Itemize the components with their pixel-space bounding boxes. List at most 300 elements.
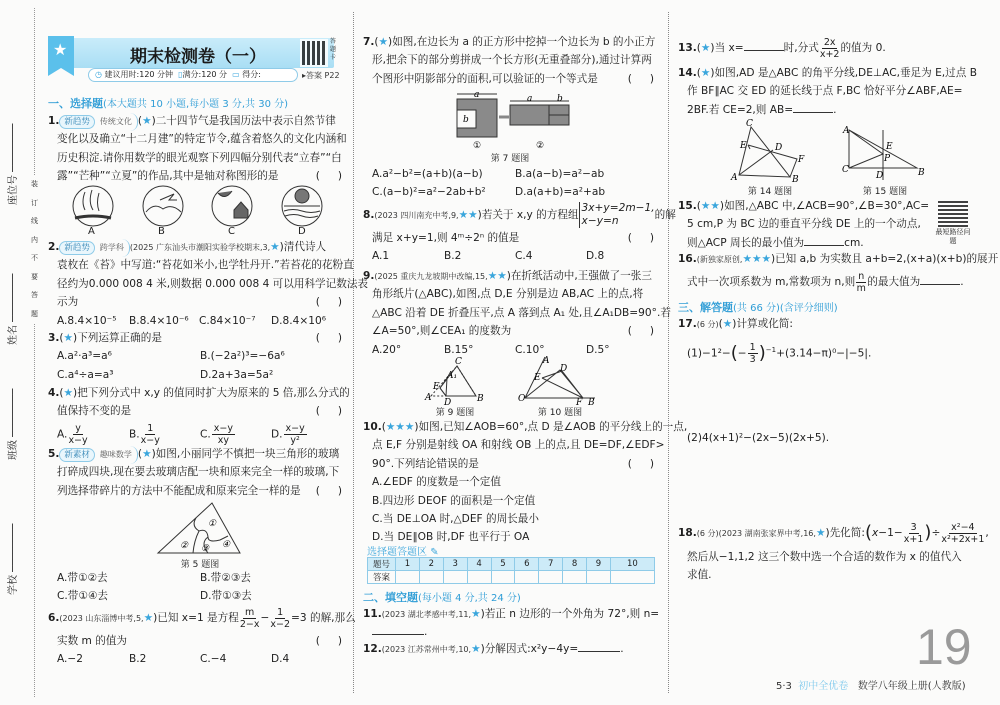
column-divider bbox=[668, 12, 669, 693]
text: 8 bbox=[563, 558, 587, 571]
text: 题 bbox=[31, 309, 38, 318]
text: 则△ACP 周长的最小值为 bbox=[687, 236, 805, 249]
text: 已知 x=1 是方程 bbox=[157, 612, 239, 624]
text bbox=[218, 191, 248, 218]
text: 趣味数学 bbox=[95, 446, 138, 464]
text bbox=[48, 167, 360, 185]
text: A bbox=[425, 393, 432, 403]
text: D bbox=[775, 143, 783, 153]
option-d[interactable]: D.4 bbox=[271, 653, 290, 666]
text: D bbox=[876, 171, 884, 181]
answer-paren: () bbox=[627, 232, 672, 244]
star-icon: ★ bbox=[53, 40, 68, 59]
answer-blank[interactable] bbox=[804, 235, 844, 246]
option-c[interactable]: C.当 DE⊥OA 时,△DEF 的周长最小 bbox=[372, 512, 539, 525]
page-number: 19 bbox=[916, 619, 972, 675]
text: 满足 x+y=1,则 4ᵐ÷2ⁿ 的值是 bbox=[372, 232, 520, 244]
question-3 bbox=[48, 329, 360, 384]
text: 2BF.若 CE=2,则 AB= bbox=[687, 103, 794, 116]
text: E bbox=[534, 373, 541, 383]
answer-blank[interactable] bbox=[744, 40, 784, 51]
text: 二十四节气是我国历法中表示自然节律 bbox=[155, 115, 336, 127]
text: 1 bbox=[749, 342, 756, 354]
difficulty-star-icon: ★★★ bbox=[742, 253, 771, 265]
answer-blank[interactable] bbox=[793, 102, 833, 113]
option-a[interactable]: A.a²−b²=(a+b)(a−b) bbox=[372, 168, 483, 180]
question-number: 12. bbox=[363, 643, 382, 655]
option-a[interactable]: A.a²·a³=a⁶ bbox=[57, 350, 112, 363]
text: 露”“芒种”“立夏”的作品,其中是轴对称图形的是 bbox=[57, 170, 279, 183]
question-15 bbox=[678, 197, 940, 252]
option-c[interactable]: C.10° bbox=[515, 343, 545, 356]
figure-c bbox=[212, 186, 252, 226]
text bbox=[75, 216, 111, 218]
text: F bbox=[798, 155, 805, 165]
text: 1 bbox=[396, 558, 420, 571]
difficulty-star-icon: ★★ bbox=[700, 200, 720, 212]
text: 点 E,F 分别是射线 OA 和射线 OB 上的点,且 DE=DF,∠EDF> bbox=[372, 439, 665, 452]
text: n bbox=[858, 270, 865, 282]
text: B bbox=[477, 394, 484, 404]
figure-caption: 第 7 题图 bbox=[490, 154, 530, 164]
text: 清代诗人 bbox=[283, 241, 327, 253]
seat-field[interactable]: 座位号 ──────── bbox=[8, 123, 19, 205]
part-1: (1)−1²−(− $\frac{1}{3}$ )$^{-1}$+(3.14−π)⁰−|−5|. bbox=[687, 342, 872, 366]
text: 不 bbox=[31, 254, 38, 262]
text: x−y=n bbox=[581, 215, 619, 227]
question-number: 5. bbox=[48, 448, 60, 460]
text: a bbox=[474, 90, 480, 100]
text: 已知 a,b 为实数且 a+b=2,(x+a)(x+b)的展开 bbox=[775, 253, 999, 265]
text: 如图,AD 是△ABC 的角平分线,DE⊥AC,垂足为 E,过点 B bbox=[714, 67, 977, 79]
text: △ABC 沿着 DE 折叠压平,点 A 落到点 A₁ 处,且∠A₁DB=90°.若 bbox=[372, 306, 671, 319]
text: 2BF.若 CE=2,则 AB= . bbox=[687, 103, 837, 116]
question-source: (2023 江苏常州中考,10, bbox=[381, 645, 472, 654]
text: 18.(6 分)(2023 湖南张家界中考,16,★)先化简:(x−1− $\frac{3}{x+1}$ )÷ $\frac{\text{x²−4}}{\text{x²+2x+1}}$ , bbox=[678, 521, 989, 545]
fraction bbox=[904, 522, 924, 545]
text: 90°.下列结论错误的是 bbox=[372, 457, 479, 470]
text: ) bbox=[758, 342, 766, 364]
text: 装 bbox=[31, 180, 38, 188]
box-icon: ▭ bbox=[232, 70, 240, 79]
text: 5 bbox=[491, 558, 515, 571]
text: 角形纸片(△ABC),如图,点 D,E 分别是边 AB,AC 上的点,将 bbox=[372, 288, 644, 301]
text: 值保持不变的是 bbox=[57, 405, 132, 418]
full-score: 满分:120 分 bbox=[182, 70, 228, 79]
answer-area bbox=[367, 543, 657, 584]
text bbox=[73, 186, 322, 226]
text: . bbox=[363, 623, 658, 641]
answer-cell[interactable] bbox=[539, 571, 563, 584]
option-c[interactable]: C.4 bbox=[515, 250, 533, 263]
question-1 bbox=[48, 112, 360, 186]
text: C bbox=[455, 357, 462, 367]
class-label: 班级 bbox=[8, 440, 19, 460]
option-c[interactable]: C.84×10⁻⁷ bbox=[199, 314, 256, 327]
answer-blank[interactable] bbox=[372, 624, 424, 635]
text: b bbox=[463, 115, 469, 125]
text: ① bbox=[208, 519, 217, 529]
option-c[interactable] bbox=[200, 423, 271, 446]
text: x−y bbox=[213, 422, 233, 434]
option-d[interactable]: D.2a+3a=5a² bbox=[200, 368, 274, 381]
text: 列选择带碎片的方法中不能配成和原来完全一样的是 bbox=[57, 484, 301, 497]
qr-code[interactable] bbox=[938, 201, 968, 227]
name-label: 姓名 bbox=[8, 325, 19, 345]
fraction bbox=[856, 271, 866, 294]
text: ③ bbox=[201, 544, 210, 554]
text: ∠A=50°,则∠CEA₁ 的度数为 bbox=[372, 325, 512, 338]
school-label: 学校 bbox=[8, 575, 19, 595]
question-source: (2023 湖南张家界中考,16, bbox=[718, 529, 816, 538]
difficulty-star-icon: ★ bbox=[722, 318, 733, 330]
question-2 bbox=[48, 238, 369, 330]
text: 答案 P22 bbox=[306, 71, 340, 80]
text: (1)−1²− bbox=[687, 347, 731, 360]
option-d[interactable]: D.当 DE∥OB 时,DF 也平行于 OA bbox=[372, 531, 530, 544]
text: E bbox=[433, 382, 440, 392]
text: 6.(2023 山东淄博中考,5,★)已知 x=1 是方程 $\frac{m}{2-x}$ − $\frac{1}{x-2}$ =3 的解,那么 bbox=[48, 606, 356, 630]
difficulty-star-icon: ★ bbox=[700, 42, 711, 54]
question-source: (新独家原创, bbox=[696, 255, 743, 264]
text: (本大题共 10 小题,每小题 3 分,共 30 分) bbox=[103, 99, 289, 110]
answer-cell[interactable] bbox=[610, 571, 654, 584]
text bbox=[146, 194, 181, 212]
option-d[interactable]: D.带①③去 bbox=[200, 590, 252, 603]
option-b[interactable]: B.四边形 DEOF 的面积是一个定值 bbox=[372, 494, 536, 507]
name-field[interactable]: 姓名 ──────── bbox=[8, 273, 19, 345]
text: 4.(★)把下列分式中 x,y 的值同时扩大为原来的 5 倍,那么分式的 bbox=[48, 387, 350, 399]
exam-header bbox=[48, 36, 346, 86]
text: x−y bbox=[140, 434, 160, 446]
tag-subject: 传统文化 bbox=[95, 113, 138, 131]
option-a[interactable]: A.∠EDF 的度数是一个定值 bbox=[372, 476, 501, 489]
text bbox=[372, 183, 662, 201]
fraction bbox=[820, 37, 840, 60]
option-a[interactable] bbox=[57, 423, 129, 446]
answer-area-title bbox=[367, 543, 657, 557]
text: ( bbox=[864, 522, 872, 543]
text bbox=[363, 229, 672, 247]
binding-line bbox=[34, 8, 35, 697]
book-title: 数学八年级上册(人教版) bbox=[857, 681, 966, 692]
text: 5 cm,P 为 BC 边的垂直平分线 DE 上的一个动点, bbox=[687, 218, 921, 231]
text: B bbox=[792, 175, 799, 185]
paper-icon: ▯ bbox=[178, 70, 183, 79]
difficulty-stars: ★ bbox=[142, 115, 152, 127]
text: 12.(2023 江苏常州中考,10,★)分解因式:x²y−4y= . bbox=[363, 643, 624, 655]
text: 10.(★★★)如图,已知∠AOB=60°,点 D 是∠AOB 的平分线上的一点, bbox=[363, 421, 688, 433]
text: 先化简: bbox=[829, 527, 865, 539]
option-c[interactable]: C bbox=[228, 226, 235, 237]
answer-cell[interactable] bbox=[515, 571, 539, 584]
text: 15.(★★)如图,△ABC 中,∠ACB=90°,∠B=30°,AC= bbox=[678, 200, 930, 212]
text: x−y bbox=[68, 434, 88, 446]
text: 17.(6 分)(★)计算或化简: bbox=[678, 318, 793, 330]
text: C bbox=[842, 165, 849, 175]
text bbox=[48, 366, 346, 384]
text: m bbox=[856, 282, 866, 294]
qr-code[interactable] bbox=[300, 39, 328, 67]
text: 3 bbox=[443, 558, 467, 571]
qr-label: 答题卡 bbox=[330, 38, 337, 61]
text: B. bbox=[129, 428, 140, 441]
text bbox=[48, 402, 360, 420]
difficulty-star-icon: ★ bbox=[63, 332, 74, 344]
text: 2−x bbox=[239, 618, 260, 630]
text: 16.(新独家原创,★★★)已知 a,b 为实数且 a+b=2,(x+a)(x+b)的展开 bbox=[678, 253, 999, 265]
text: C. bbox=[200, 428, 211, 441]
question-number: 10. bbox=[363, 421, 382, 433]
text: 1 bbox=[277, 606, 284, 618]
question-source: (2025 重庆九龙坡期中改编,15, bbox=[374, 272, 488, 281]
option-c[interactable]: C.带①④去 bbox=[57, 590, 108, 603]
text: 的解 bbox=[654, 209, 676, 221]
text bbox=[363, 341, 658, 359]
answer-table bbox=[367, 557, 655, 584]
figure-caption: 第 9 题图 bbox=[435, 408, 475, 418]
fraction bbox=[141, 423, 160, 446]
text: 1 bbox=[147, 422, 154, 434]
option-a[interactable]: A.−2 bbox=[57, 653, 84, 666]
option-d[interactable]: D.a(a+b)=a²+ab bbox=[515, 186, 606, 199]
text: A bbox=[843, 126, 850, 136]
binding-notice bbox=[30, 175, 39, 323]
option-b[interactable] bbox=[129, 423, 200, 446]
text: x−2 bbox=[270, 618, 291, 630]
column-divider bbox=[353, 12, 354, 693]
text: y² bbox=[290, 434, 300, 446]
part-2: (2)4(x+1)²−(2x−5)(2x+5). bbox=[687, 432, 830, 444]
text: xy bbox=[217, 434, 229, 446]
text: 3x+y=2m−1, bbox=[581, 202, 655, 214]
option-b[interactable]: B.2 bbox=[444, 250, 462, 263]
brand-logo: 5·3 bbox=[776, 681, 792, 692]
text: A bbox=[543, 356, 550, 366]
option-b[interactable]: B.(−2a²)³=−6a⁶ bbox=[200, 350, 285, 363]
figure-caption: 第 15 题图 bbox=[862, 187, 908, 197]
answer-paren: () bbox=[627, 72, 672, 85]
answer-cell[interactable] bbox=[563, 571, 587, 584]
option-b[interactable]: B.a(a−b)=a²−ab bbox=[515, 168, 605, 180]
text: x+1 bbox=[903, 533, 924, 545]
question-8 bbox=[363, 201, 676, 266]
option-c[interactable]: C.−4 bbox=[200, 653, 227, 666]
answer-cell[interactable] bbox=[396, 571, 420, 584]
text bbox=[363, 247, 658, 265]
option-c[interactable]: C.(a−b)²=a²−2ab+b² bbox=[372, 186, 486, 199]
text: E bbox=[886, 142, 893, 152]
text bbox=[368, 558, 655, 584]
text: 分解因式:x²y−4y= bbox=[484, 643, 579, 655]
text: 7.(★)如图,在边长为 a 的正方形中挖掉一个边长为 b 的小正方 bbox=[363, 36, 656, 48]
text bbox=[48, 347, 346, 365]
option-b[interactable]: B bbox=[158, 226, 165, 237]
text: x+2 bbox=[819, 48, 840, 60]
text bbox=[372, 165, 662, 183]
fraction bbox=[284, 423, 307, 446]
question-number: 9. bbox=[363, 270, 375, 282]
exam-title: 期末检测卷（一） bbox=[130, 47, 266, 67]
text: 订 bbox=[31, 198, 38, 207]
answer-paren: () bbox=[627, 457, 672, 470]
text: 内 bbox=[31, 235, 38, 244]
answer-cell[interactable] bbox=[467, 571, 491, 584]
option-a[interactable]: A.1 bbox=[372, 250, 390, 263]
option-d[interactable]: D.8.4×10⁶ bbox=[271, 314, 326, 327]
text: 1. 新趋势 传统文化 (★)二十四节气是我国历法中表示自然节律 bbox=[48, 112, 346, 130]
text: D bbox=[560, 364, 568, 374]
text bbox=[368, 558, 655, 571]
figure-b bbox=[143, 186, 183, 226]
school-field[interactable]: 学校 ──────── bbox=[8, 523, 19, 595]
text: +(3.14−π)⁰−|−5|. bbox=[776, 347, 872, 360]
text bbox=[48, 312, 346, 330]
text: 线 bbox=[31, 217, 38, 225]
question-number: 17. bbox=[678, 318, 697, 330]
text: =3 的解,那么 bbox=[291, 612, 356, 624]
text: − bbox=[260, 612, 270, 624]
text: (每小题 4 分,共 24 分) bbox=[418, 593, 521, 604]
difficulty-star-icon: ★ bbox=[143, 612, 154, 624]
question-number: 16. bbox=[678, 253, 697, 265]
text: 然后从−1,1,2 这三个数中选一个合适的数作为 x 的值代入 bbox=[687, 551, 962, 563]
text bbox=[48, 293, 360, 311]
text: A₁ bbox=[447, 371, 458, 381]
option-b[interactable]: B.15° bbox=[444, 343, 474, 356]
text: 11.(2023 湖北孝感中考,11,★)若正 n 边形的一个外角为 72°,则 n= bbox=[363, 608, 660, 620]
text bbox=[48, 482, 360, 500]
text: 新趋势 bbox=[59, 241, 95, 255]
text: 4 bbox=[467, 558, 491, 571]
option-d[interactable]: D.5° bbox=[586, 343, 610, 356]
text bbox=[48, 632, 360, 650]
answer-ref[interactable]: ▸答案 P22 bbox=[302, 71, 340, 80]
fraction bbox=[748, 342, 758, 365]
difficulty-star-icon: ★ bbox=[471, 643, 481, 655]
text: 10 bbox=[610, 558, 654, 571]
option-a[interactable]: A.20° bbox=[372, 343, 402, 356]
answer-paren: () bbox=[315, 405, 360, 418]
text bbox=[363, 322, 672, 340]
text: ) bbox=[924, 522, 932, 543]
option-a[interactable]: A.带①②去 bbox=[57, 572, 108, 584]
text bbox=[739, 127, 917, 180]
text: 跨学科 bbox=[95, 239, 130, 257]
equation-system bbox=[579, 202, 655, 228]
text: 9 bbox=[587, 558, 611, 571]
text: 答案 bbox=[368, 571, 396, 584]
score-field[interactable]: 得分: bbox=[242, 70, 261, 79]
option-b[interactable]: B.2 bbox=[129, 653, 147, 666]
text bbox=[284, 206, 320, 218]
text: 把下列分式中 x,y 的值同时扩大为原来的 5 倍,那么分式的 bbox=[77, 387, 350, 399]
text: D. bbox=[271, 428, 283, 441]
figure-caption: 第 10 题图 bbox=[537, 408, 583, 418]
text bbox=[48, 650, 346, 668]
text: 二、填空题 bbox=[363, 591, 418, 604]
text: 14.(★)如图,AD 是△ABC 的角平分线,DE⊥AC,垂足为 E,过点 B bbox=[678, 67, 977, 79]
text: O bbox=[518, 394, 526, 404]
suggested-time: 建议用时:120 分钟 bbox=[104, 70, 174, 79]
text bbox=[57, 587, 347, 605]
text: 题号 bbox=[368, 558, 396, 571]
option-d[interactable]: D bbox=[298, 226, 306, 237]
option-a[interactable]: A.8.4×10⁻⁵ bbox=[57, 314, 117, 327]
text bbox=[363, 70, 672, 88]
question-4 bbox=[48, 384, 360, 446]
q1-option-labels bbox=[88, 226, 328, 237]
figure-caption: 第 5 题图 bbox=[180, 560, 220, 570]
question-number: 13. bbox=[678, 42, 697, 54]
text: 个图形中阴影部分的面积,可以验证的一个等式是 bbox=[372, 72, 598, 85]
text: 的值为 0. bbox=[840, 42, 886, 54]
question-5 bbox=[48, 445, 360, 500]
question-number: 3. bbox=[48, 332, 60, 344]
option-d[interactable]: D.8 bbox=[586, 250, 605, 263]
text: ( bbox=[730, 342, 738, 364]
figure-caption: 第 14 题图 bbox=[747, 187, 793, 197]
question-source: (2023 湖北孝感中考,11, bbox=[381, 610, 472, 619]
answer-cell[interactable] bbox=[443, 571, 467, 584]
answer-blank[interactable] bbox=[578, 641, 620, 652]
qr-caption: 最短路径问题 bbox=[935, 228, 971, 245]
option-b[interactable]: B.8.4×10⁻⁶ bbox=[129, 314, 189, 327]
difficulty-star-icon: ★ bbox=[378, 36, 389, 48]
answer-cell[interactable] bbox=[419, 571, 443, 584]
option-d[interactable] bbox=[271, 423, 308, 446]
section-solve-title bbox=[678, 299, 838, 315]
answer-cell[interactable] bbox=[491, 571, 515, 584]
answer-blank[interactable] bbox=[920, 274, 960, 285]
class-field[interactable]: 班级 ──────── bbox=[8, 388, 19, 460]
text: 3 bbox=[910, 521, 917, 533]
text: 径约为0.000 008 4 米,则数据 0.000 008 4 可以用科学记数法表 bbox=[57, 277, 369, 290]
text: −1 bbox=[765, 346, 777, 355]
text: A bbox=[731, 173, 738, 183]
answer-paren: () bbox=[315, 332, 360, 344]
text bbox=[57, 569, 347, 587]
question-number: 6. bbox=[48, 612, 60, 624]
difficulty-star-icon: ★★★ bbox=[385, 421, 415, 433]
text: 袁枚在《苔》中写道:“苔花如米小,也学牡丹开.”若苔花的花粉直 bbox=[57, 259, 354, 272]
fraction bbox=[212, 423, 235, 446]
text: 示为 bbox=[57, 296, 79, 309]
text: 如图,已知∠AOB=60°,点 D 是∠AOB 的平分线上的一点, bbox=[418, 421, 688, 433]
question-number: 2. bbox=[48, 241, 60, 253]
text: 答 bbox=[31, 291, 38, 299]
text bbox=[739, 127, 797, 177]
text bbox=[83, 190, 99, 211]
option-c[interactable]: C.a⁴÷a=a³ bbox=[57, 368, 114, 381]
text: 3 bbox=[749, 354, 756, 366]
answer-cell[interactable] bbox=[587, 571, 611, 584]
figure-a bbox=[73, 186, 113, 226]
text: 若关于 x,y 的方程组 bbox=[481, 209, 579, 221]
text: 的最大值为 bbox=[867, 276, 921, 289]
text: x−y bbox=[285, 422, 305, 434]
tag-new-trend: 新趋势 bbox=[59, 115, 95, 129]
question-number: 8. bbox=[363, 209, 375, 221]
text: E bbox=[740, 141, 747, 151]
option-b[interactable]: B.带②③去 bbox=[200, 572, 251, 584]
text: x²+2x+1 bbox=[941, 533, 985, 545]
text: 新素材 bbox=[59, 448, 95, 462]
text: 历史积淀.请你用数学的眼光观察下列四幅分别代表“立春”“白 bbox=[57, 151, 342, 164]
difficulty-star-icon: ★ bbox=[142, 448, 152, 460]
option-a[interactable]: A bbox=[88, 226, 95, 237]
question-9 bbox=[363, 267, 672, 359]
